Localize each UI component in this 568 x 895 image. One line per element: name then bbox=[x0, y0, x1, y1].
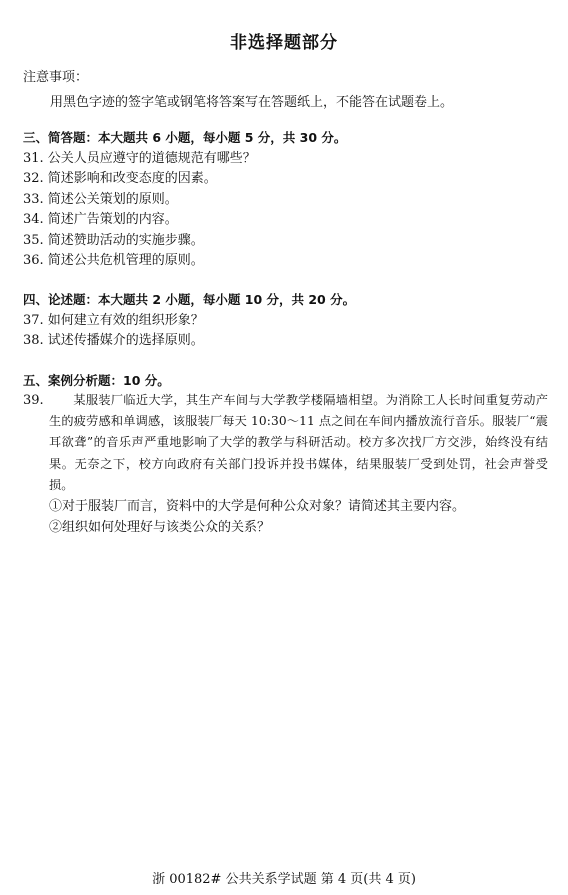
notes-text: 用黑色字迹的签字笔或钢笔将答案写在答题纸上，不能答在试题卷上。 bbox=[50, 95, 454, 110]
section-heading: 五、案例分析题：10 分。 bbox=[23, 373, 170, 388]
notes-heading: 注意事项： bbox=[23, 70, 89, 85]
section-heading: 四、论述题：本大题共 2 小题，每小题 10 分，共 20 分。 bbox=[23, 292, 356, 307]
section-essay bbox=[23, 290, 553, 352]
section-case-analysis bbox=[23, 371, 553, 392]
page-title: 非选择题部分 bbox=[230, 33, 338, 53]
question-33: 33. 简述公关策划的原则。 bbox=[23, 191, 178, 207]
question-34: 34. 简述广告策划的内容。 bbox=[23, 212, 178, 228]
question-31: 31. 公关人员应遵守的道德规范有哪些？ bbox=[23, 151, 256, 166]
question-number: 39. bbox=[23, 393, 44, 408]
section-heading: 三、简答题：本大题共 6 小题，每小题 5 分，共 30 分。 bbox=[23, 130, 347, 145]
question-35: 35. 简述赞助活动的实施步骤。 bbox=[23, 232, 204, 248]
question-32: 32. 简述影响和改变态度的因素。 bbox=[23, 171, 217, 187]
question-38: 38. 试述传播媒介的选择原则。 bbox=[23, 333, 204, 349]
sub-question-1: ①对于服装厂而言，资料中的大学是何种公众对象？请简述其主要内容。 bbox=[49, 499, 466, 515]
case-question-39 bbox=[23, 390, 548, 538]
case-text: 某服装厂临近大学，其生产车间与大学教学楼隔墙相望。为消除工人长时间重复劳动产生的疲劳感和单调感，该服装厂每天 10:30～11 点之间在车间内播放流行音乐。服装厂“震耳欲聋”的音乐声严重地影响了大学的教学与科研活动。校方多次找厂方交涉，始终没有结果。无奈之下，校方向政府有关部门投诉并投书媒体，结果服装厂受到处罚，社会声誉受损。 bbox=[49, 393, 548, 492]
page-footer: 浙 00182# 公共关系学试题 第 4 页(共 4 页) bbox=[152, 872, 416, 887]
question-36: 36. 简述公共危机管理的原则。 bbox=[23, 252, 204, 268]
question-37: 37. 如何建立有效的组织形象？ bbox=[23, 313, 204, 328]
section-short-answer bbox=[23, 128, 553, 271]
sub-question-2: ②组织如何处理好与该类公众的关系？ bbox=[49, 520, 271, 536]
